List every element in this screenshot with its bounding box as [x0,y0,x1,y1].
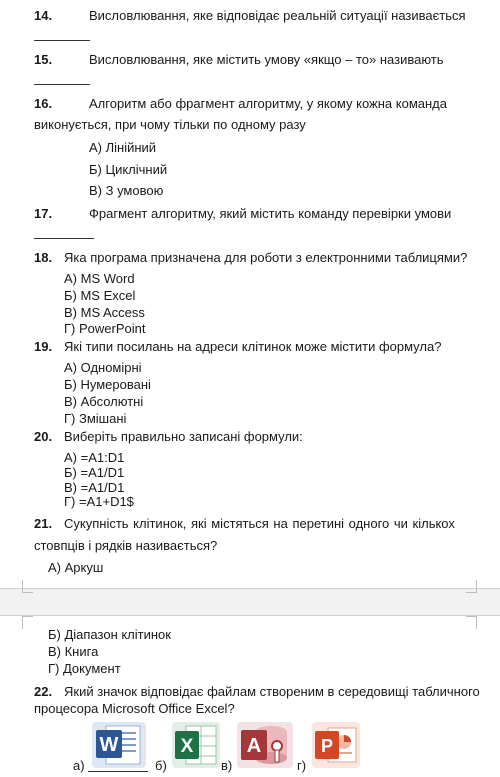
q18-text: Яка програма призначена для роботи з електронними таблицями? [64,250,468,265]
q15-number: 15. [34,52,53,67]
q20-option-b: Б) =A1/D1 [64,465,125,480]
q14-answer-blank [34,40,90,41]
word-icon [92,722,146,768]
q18-option-a: А) MS Word [64,271,135,286]
access-icon [237,722,293,768]
q21-option-a: А) Аркуш [48,560,104,575]
q21-text-line1: Сукупність клітинок, які містяться на перетині одного чи кількох [64,516,455,531]
q19-option-b: Б) Нумеровані [64,377,151,392]
q16-number: 16. [34,96,53,111]
q16-option-c: В) З умовою [89,183,164,198]
q21-option-d: Г) Документ [48,661,121,676]
svg-text:P: P [320,736,334,756]
q22-label-b: б) [155,758,167,773]
q20-number: 20. [34,429,53,444]
q22-text-line1: Який значок відповідає файлам створеним в середовищі табличного [64,684,480,699]
q22-label-c: в) [221,758,233,773]
q19-option-d: Г) Змішані [64,411,127,426]
q21-option-b: Б) Діапазон клітинок [48,627,171,642]
q16-option-b: Б) Циклічний [89,162,168,177]
q18-option-c: В) MS Access [64,305,145,320]
q20-text: Виберіть правильно записані формули: [64,429,303,444]
q20-option-a: А) =A1:D1 [64,450,125,465]
q22-label-d: г) [297,758,307,773]
q17-number: 17. [34,206,53,221]
q16-text-line2: виконується, при чому тільки по одному разу [34,117,306,132]
page-corner-top-right [466,616,477,629]
page-corner-bottom-right [466,580,477,593]
svg-text:X: X [180,736,194,757]
q20-option-c: В) =A1/D1 [64,480,125,495]
powerpoint-icon [312,722,360,768]
excel-icon [172,722,220,768]
q22-blank-a [88,771,148,772]
q19-option-c: В) Абсолютні [64,394,144,409]
q17-text: Фрагмент алгоритму, який містить команду перевірки умови [89,206,452,221]
q22-number: 22. [34,684,53,699]
q16-option-a: А) Лінійний [89,140,157,155]
page-corner-top-left [22,616,33,629]
q21-number: 21. [34,516,53,531]
q14-text: Висловлювання, яке відповідає реальній ситуації називається [89,8,466,23]
q14-number: 14. [34,8,53,23]
q19-number: 19. [34,339,53,354]
svg-text:A: A [246,735,262,757]
q18-option-d: Г) PowerPoint [64,321,146,336]
q18-option-b: Б) MS Excel [64,288,136,303]
q17-answer-blank [34,238,94,239]
q20-option-d: Г) =A1+D1$ [64,494,134,509]
page-break [0,588,500,616]
q15-text: Висловлювання, яке містить умову «якщо – то» називають [89,52,444,67]
q21-text-line2: стовпців і рядків називається? [34,538,218,553]
q19-option-a: А) Одномірні [64,360,142,375]
q16-text-line1: Алгоритм або фрагмент алгоритму, у якому кожна команда [89,96,447,111]
q19-text: Які типи посилань на адреси клітинок може містити формула? [64,339,442,354]
q15-answer-blank [34,84,90,85]
svg-text:W: W [99,734,119,756]
q22-label-a: а) [73,758,85,773]
q21-option-c: В) Книга [48,644,99,659]
page-corner-bottom-left [22,580,33,593]
q22-text-line2: процесора Microsoft Office Excel? [34,701,235,716]
q18-number: 18. [34,250,53,265]
